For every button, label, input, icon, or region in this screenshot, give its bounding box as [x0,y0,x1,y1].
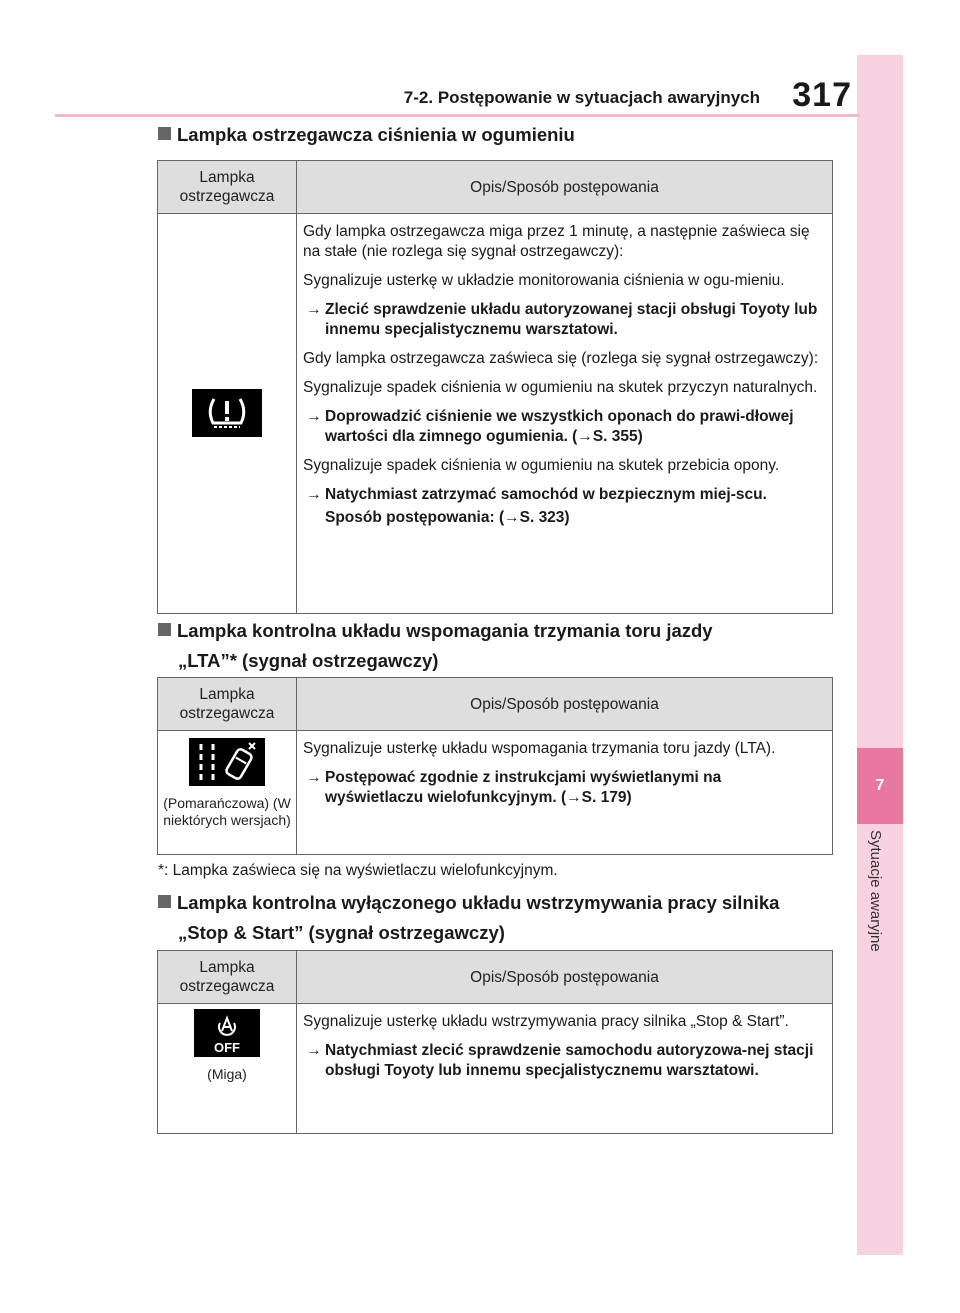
chapter-sidebar [857,55,903,1255]
square-bullet-icon [158,895,171,908]
action-text: Natychmiast zlecić sprawdzenie samochodu autoryzowa-nej stacji obsługi Toyoty lub innemu specjalistycznemu warsztatowi. [325,1042,814,1079]
description-text: Sygnalizuje spadek ciśnienia w ogumieniu na skutek przebicia opony. [303,457,780,474]
lane-tracing-assist-icon [189,738,265,786]
col-header-lamp: Lampka ostrzegawcza [158,678,297,731]
icon-cell [158,1004,297,1134]
icon-caption: (Pomarańczowa) (W niektórych wersjach) [163,795,291,828]
col-header-description: Opis/Sposób postępowania [297,678,833,731]
col-header-lamp: Lampka ostrzegawcza [158,951,297,1004]
description-text: Sygnalizuje usterkę układu wspomagania trzymania toru jazdy (LTA). [303,740,776,757]
icon-cell [158,731,297,855]
arrow-icon: → [306,486,322,503]
action-text: Zlecić sprawdzenie układu autoryzowanej stacji obsługi Toyoty lub innemu specjalistycznemu warsztatowi. [325,301,818,338]
chapter-number-tab[interactable] [857,748,903,824]
stop-start-off-icon [194,1009,260,1057]
section-title-cont: „LTA”* (sygnał ostrzegawczy) [178,650,439,671]
col-header-lamp: Lampka ostrzegawcza [158,161,297,214]
warning-table-lta [157,677,833,855]
description-text: Sygnalizuje usterkę w układzie monitorowania ciśnienia w ogu-mieniu. [303,272,785,289]
section-title: Lampka kontrolna wyłączonego układu wstrzymywania pracy silnika [177,892,780,913]
header-section-title: 7-2. Postępowanie w sytuacjach awaryjnych [403,88,760,107]
description-text: Sygnalizuje spadek ciśnienia w ogumieniu na skutek przyczyn naturalnych. [303,379,818,396]
action-line [303,407,822,447]
description-text: Gdy lampka ostrzegawcza miga przez 1 minutę, a następnie zaświeca się na stałe (nie rozlega się sygnał ostrzegawczy): [303,223,810,260]
action-line [303,300,822,340]
page-number: 317 [792,76,852,114]
warning-table-stop-start [157,950,833,1134]
description-cell [297,214,833,614]
square-bullet-icon [158,623,171,636]
section-title-cont: „Stop & Start” (sygnał ostrzegawczy) [178,922,505,943]
action-text: Postępować zgodnie z instrukcjami wyświetlanymi na wyświetlaczu wielofunkcyjnym. (→S. 179) [325,769,722,806]
description-cell [297,731,833,855]
header-divider [55,114,860,117]
page-header [380,74,860,114]
description-text: Gdy lampka ostrzegawcza zaświeca się (rozlega się sygnał ostrzegawczy): [303,350,819,367]
action-subtext: Sposób postępowania: (→S. 323) [325,509,570,526]
action-text: Natychmiast zatrzymać samochód w bezpiecznym miej-scu. [325,486,767,503]
section-title: Lampka ostrzegawcza ciśnienia w ogumieniu [177,124,575,145]
description-text: Sygnalizuje usterkę układu wstrzymywania pracy silnika „Stop & Start”. [303,1013,789,1030]
chapter-number: 7 [875,777,885,794]
section-heading-lta [158,616,713,676]
chapter-label: Sytuacje awaryjne [867,830,884,952]
arrow-icon: → [306,769,322,786]
tire-pressure-warning-icon [192,389,262,437]
action-line [303,768,822,808]
section-title: Lampka kontrolna układu wspomagania trzymania toru jazdy [177,620,713,641]
action-line [303,485,822,505]
arrow-icon: → [306,408,322,425]
description-cell [297,1004,833,1134]
action-text: Doprowadzić ciśnienie we wszystkich oponach do prawi-dłowej wartości dla zimnego ogumienia. (→S. 355) [325,408,794,445]
col-header-description: Opis/Sposób postępowania [297,161,833,214]
icon-cell [158,214,297,614]
arrow-icon: → [306,1042,322,1059]
icon-caption: (Miga) [207,1066,247,1082]
icon-off-label: OFF [214,1040,240,1055]
warning-table-tpms [157,160,833,614]
col-header-description: Opis/Sposób postępowania [297,951,833,1004]
section-heading-tpms [158,120,575,150]
footnote: *: Lampka zaświeca się na wyświetlaczu wielofunkcyjnym. [158,862,558,879]
section-heading-stop-start [158,888,779,948]
action-line [303,1041,822,1081]
square-bullet-icon [158,127,171,140]
arrow-icon: → [306,301,322,318]
